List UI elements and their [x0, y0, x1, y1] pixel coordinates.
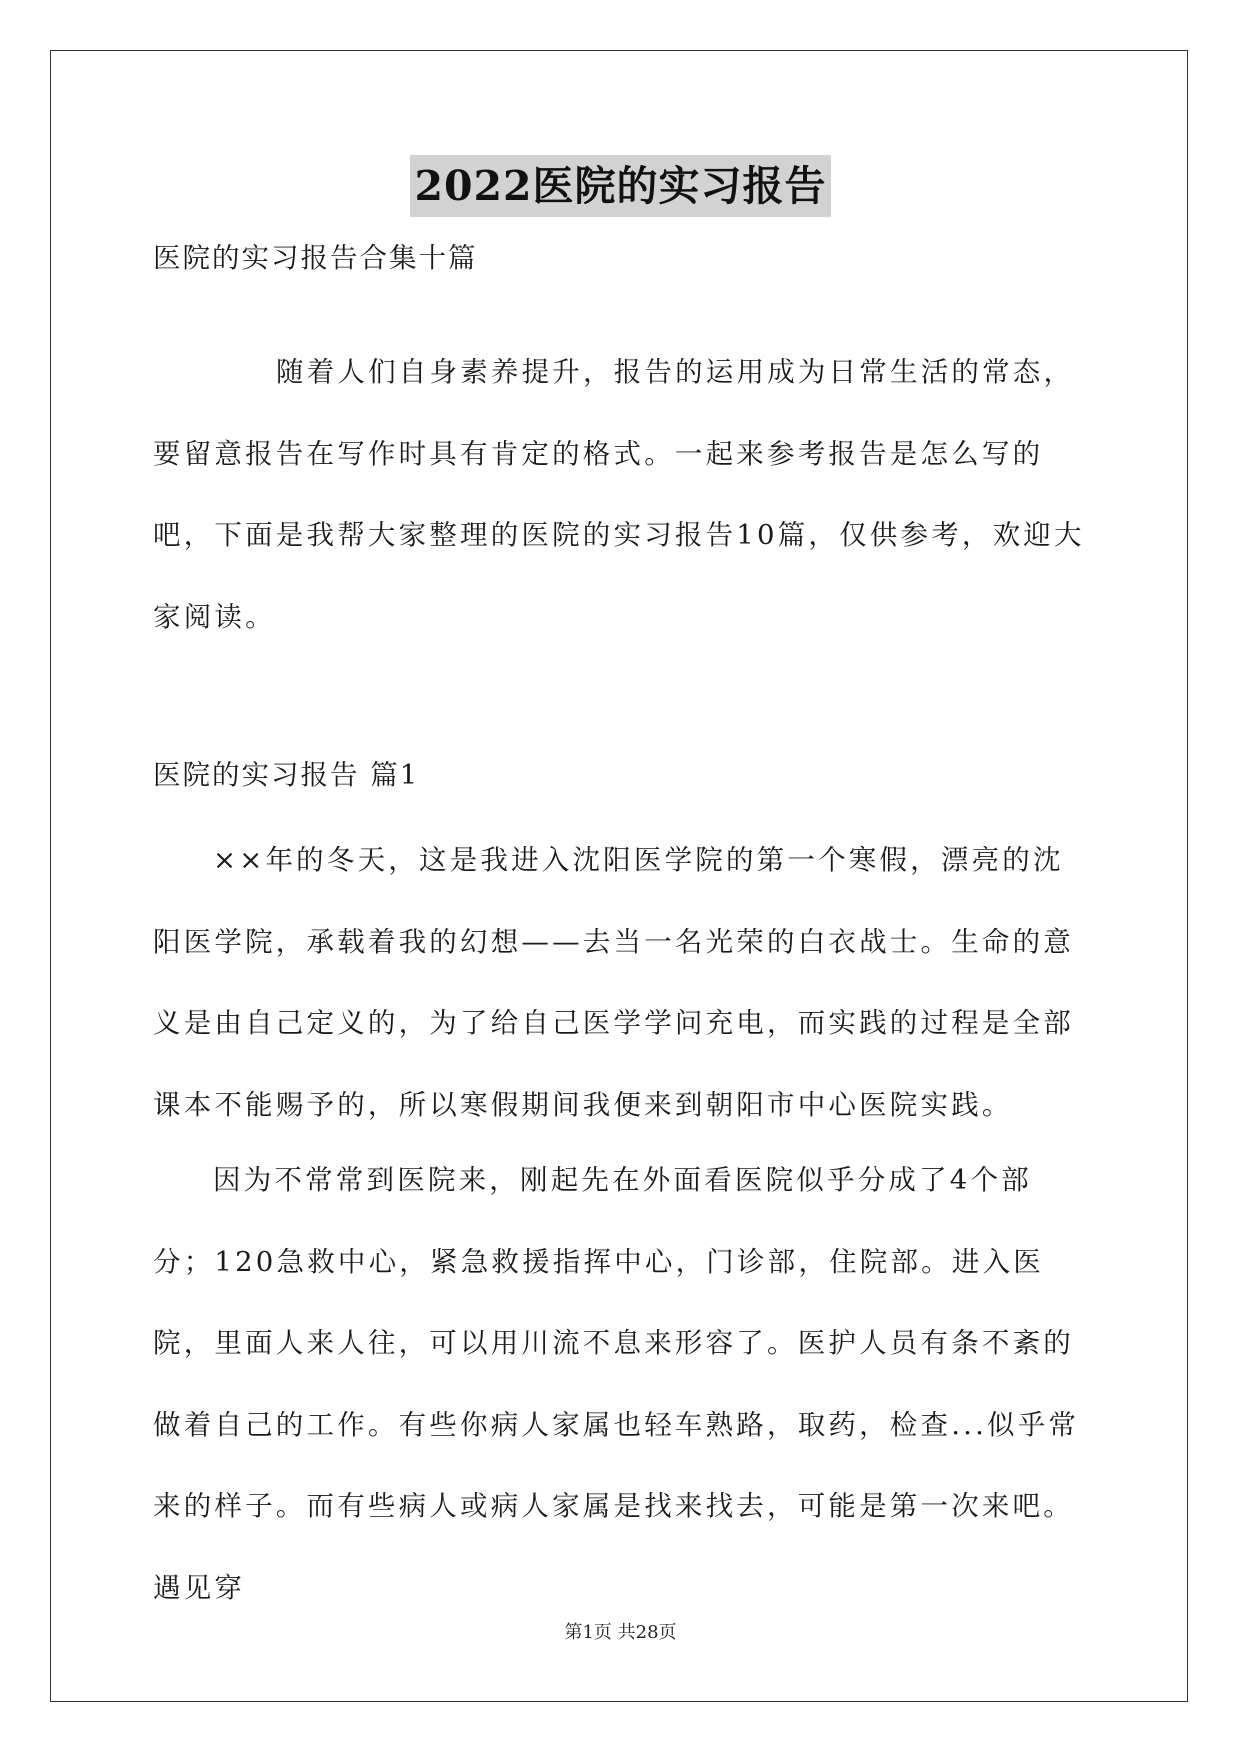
title-container — [0, 155, 1241, 217]
section-heading: 医院的实习报告 篇1 — [153, 759, 420, 791]
document-title: 2022医院的实习报告 — [410, 155, 830, 217]
body-paragraph: 因为不常常到医院来，刚起先在外面看医院似乎分成了4个部分；120急救中心，紧急救援指挥中心，门诊部，住院部。进入医院，里面人来人往，可以用川流不息来形容了。医护人员有条不紊的做着自己的工作。有些你病人家属也轻车熟路，取药，检查...似乎常来的样子。而有些病人或病人家属是找来找去，可能是第一次来吧。遇见穿 — [153, 1164, 1080, 1604]
body-paragraph: ××年的冬天，这是我进入沈阳医学院的第一个寒假，漂亮的沈阳医学院，承载着我的幻想——去当一名光荣的白衣战士。生命的意义是由自己定义的，为了给自己医学学问充电，而实践的过程是全部课本不能赐予的，所以寒假期间我便来到朝阳市中心医院实践。 — [153, 844, 1074, 1121]
page-footer: 第1页 共28页 — [564, 1622, 677, 1643]
intro-paragraph: 随着人们自身素养提升，报告的运用成为日常生活的常态，要留意报告在写作时具有肯定的格式。一起来参考报告是怎么写的吧，下面是我帮大家整理的医院的实习报告10篇，仅供参考，欢迎大家阅读。 — [153, 356, 1085, 633]
document-subtitle: 医院的实习报告合集十篇 — [153, 242, 478, 274]
